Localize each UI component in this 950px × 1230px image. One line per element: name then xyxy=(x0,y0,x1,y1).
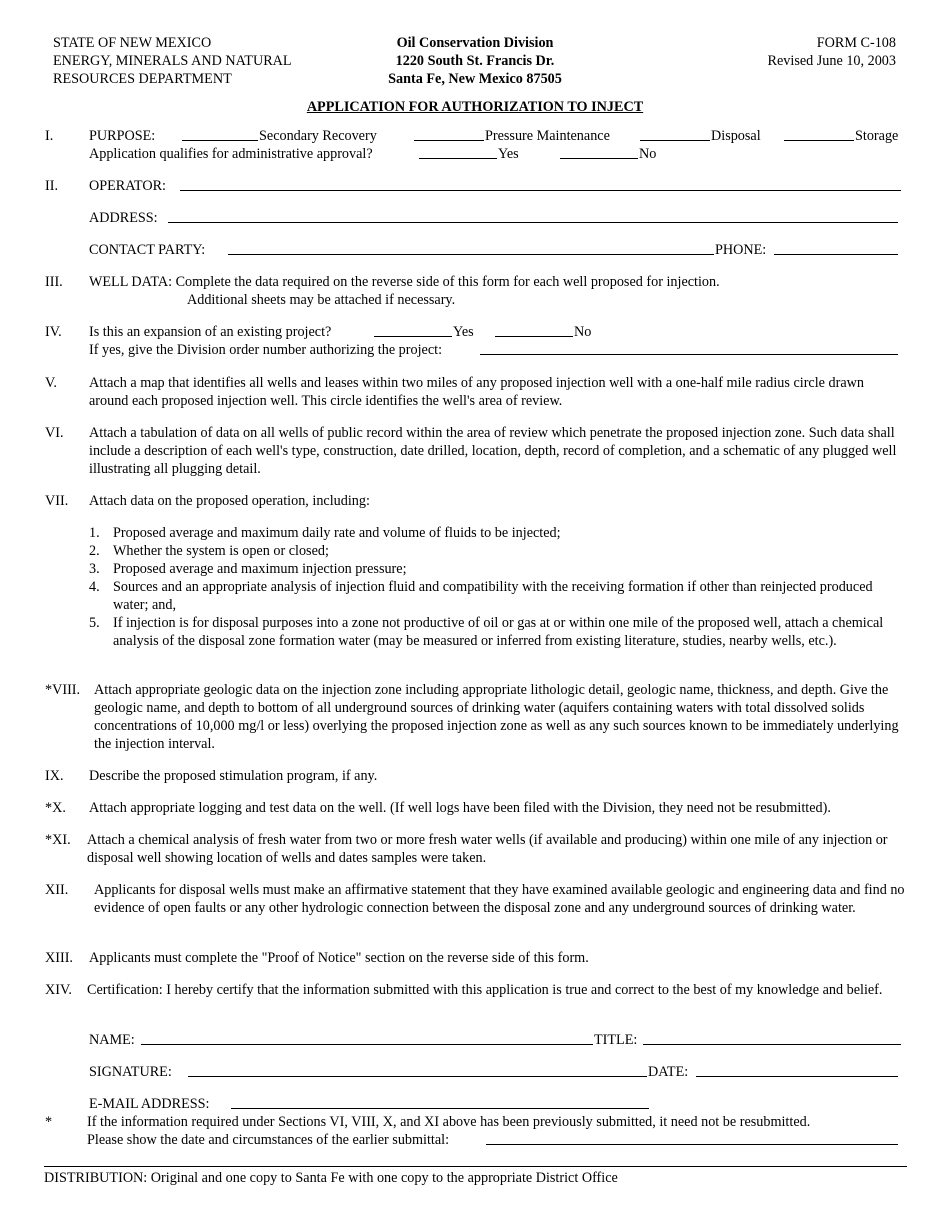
operator-label: OPERATOR: xyxy=(89,178,166,194)
logging-instructions: Attach appropriate logging and test data on the well. (If well logs have been filed with the Division, they need not be resubmitted). xyxy=(89,800,831,816)
footnote-line1: If the information required under Sections VI, VIII, X, and XI above has been previously submitted, it need not be resubmitted. xyxy=(87,1114,811,1130)
name-field[interactable] xyxy=(141,1031,593,1045)
list-item xyxy=(89,614,906,650)
phone-field[interactable] xyxy=(774,241,898,255)
email-label: E-MAIL ADDRESS: xyxy=(89,1096,210,1112)
geologic-instructions: Attach appropriate geologic data on the injection zone including appropriate lithologic detail, geologic name, thickness, and depth. Give the geologic name, and depth to bottom of all underground sources of drinking water (aquifers containing waters with total dissolved solids concentrations of 10,000 mg/l or less) overlying the proposed injection zone as well as any such sources known to be immediately underlying the injection interval. xyxy=(94,682,899,752)
date-field[interactable] xyxy=(696,1063,898,1077)
well-data-note: Additional sheets may be attached if necessary. xyxy=(187,292,456,308)
pressure-maintenance-label: Pressure Maintenance xyxy=(485,128,610,144)
section-number: V. xyxy=(45,375,57,391)
department-line2: RESOURCES DEPARTMENT xyxy=(53,71,232,87)
list-number: 3. xyxy=(89,561,100,577)
signature-label: SIGNATURE: xyxy=(89,1064,172,1080)
list-number: 2. xyxy=(89,543,100,559)
affirmative-statement-instructions: Applicants for disposal wells must make an affirmative statement that they have examined available geologic and engineering data and find no evidence of open faults or any other hydrologic connection between the disposal zone and any underground sources of drinking water. xyxy=(94,882,905,916)
section-number: VII. xyxy=(45,493,69,509)
list-item xyxy=(89,524,906,542)
storage-blank[interactable] xyxy=(784,127,854,141)
expansion-yes-label: Yes xyxy=(453,324,474,340)
admin-approval-yes-label: Yes xyxy=(498,146,519,162)
form-title: APPLICATION FOR AUTHORIZATION TO INJECT xyxy=(306,99,644,115)
section-number: I. xyxy=(45,128,54,144)
list-number: 4. xyxy=(89,579,100,595)
phone-label: PHONE: xyxy=(715,242,767,258)
signature-field[interactable] xyxy=(188,1063,647,1077)
section-number: VI. xyxy=(45,425,64,441)
list-number: 5. xyxy=(89,615,100,631)
fresh-water-instructions: Attach a chemical analysis of fresh water from two or more fresh water wells (if available and producing) within one mile of any injection or disposal well showing location of wells and dates samples were taken. xyxy=(87,832,888,866)
section-number: XIII. xyxy=(45,950,73,966)
earlier-submittal-field[interactable] xyxy=(486,1131,898,1145)
admin-approval-yes-blank[interactable] xyxy=(419,145,497,159)
email-field[interactable] xyxy=(231,1095,649,1109)
department-line1: ENERGY, MINERALS AND NATURAL xyxy=(53,53,292,69)
operator-field[interactable] xyxy=(180,177,901,191)
disposal-blank[interactable] xyxy=(640,127,710,141)
list-text: Whether the system is open or closed; xyxy=(113,543,329,559)
list-text: Proposed average and maximum daily rate and volume of fluids to be injected; xyxy=(113,525,561,541)
list-item xyxy=(89,578,906,614)
section-number: IV. xyxy=(45,324,62,340)
contact-party-field[interactable] xyxy=(228,241,714,255)
purpose-label: PURPOSE: xyxy=(89,128,156,144)
expansion-question: Is this an expansion of an existing project? xyxy=(89,324,332,340)
map-instructions: Attach a map that identifies all wells and leases within two miles of any proposed injection well with a one-half mile radius circle drawn around each proposed injection well. This circle identifies the well's area of review. xyxy=(89,375,864,409)
title-field[interactable] xyxy=(643,1031,901,1045)
list-text: If injection is for disposal purposes into a zone not productive of oil or gas at or within one mile of the proposed well, attach a chemical analysis of the disposal zone formation water (may be measured or inferred from existing literature, studies, nearby wells, etc.). xyxy=(113,615,884,649)
disposal-label: Disposal xyxy=(711,128,761,144)
footnote-line2: Please show the date and circumstances of the earlier submittal: xyxy=(87,1132,450,1148)
expansion-no-label: No xyxy=(574,324,592,340)
stimulation-instructions: Describe the proposed stimulation program, if any. xyxy=(89,768,378,784)
footnote-mark: * xyxy=(45,1114,53,1130)
pressure-maintenance-blank[interactable] xyxy=(414,127,484,141)
order-number-label: If yes, give the Division order number authorizing the project: xyxy=(89,342,443,358)
storage-label: Storage xyxy=(855,128,899,144)
form-revision: Revised June 10, 2003 xyxy=(767,53,896,69)
secondary-recovery-blank[interactable] xyxy=(182,127,258,141)
footer-divider xyxy=(44,1166,907,1167)
list-item xyxy=(89,542,906,560)
distribution-note: DISTRIBUTION: Original and one copy to Santa Fe with one copy to the appropriate District Office xyxy=(44,1170,618,1186)
section-number: II. xyxy=(45,178,58,194)
name-label: NAME: xyxy=(89,1032,135,1048)
list-item xyxy=(89,560,906,578)
division-city: Santa Fe, New Mexico 87505 xyxy=(388,71,562,87)
state-name: STATE OF NEW MEXICO xyxy=(53,35,212,51)
section-number: XII. xyxy=(45,882,69,898)
title-label: TITLE: xyxy=(594,1032,638,1048)
section-number: *X. xyxy=(45,800,66,816)
list-text: Proposed average and maximum injection pressure; xyxy=(113,561,407,577)
expansion-no-blank[interactable] xyxy=(495,323,573,337)
proof-of-notice-instructions: Applicants must complete the "Proof of Notice" section on the reverse side of this form. xyxy=(89,950,589,966)
section-number: III. xyxy=(45,274,63,290)
section-number: *VIII. xyxy=(45,682,81,698)
list-text: Sources and an appropriate analysis of injection fluid and compatibility with the receiving formation if other than reinjected produced water; and, xyxy=(113,579,873,613)
well-data-text: WELL DATA: Complete the data required on the reverse side of this form for each well proposed for injection. xyxy=(89,274,720,290)
division-name: Oil Conservation Division xyxy=(396,35,554,51)
list-number: 1. xyxy=(89,525,100,541)
section-number: XIV. xyxy=(45,982,72,998)
admin-approval-no-blank[interactable] xyxy=(560,145,638,159)
secondary-recovery-label: Secondary Recovery xyxy=(259,128,377,144)
address-label: ADDRESS: xyxy=(89,210,158,226)
date-label: DATE: xyxy=(648,1064,689,1080)
tabulation-instructions: Attach a tabulation of data on all wells of public record within the area of review which penetrate the proposed injection zone. Such data shall include a description of each well's type, construction, date drilled, location, depth, record of completion, and a schematic of any plugged well illustrating all plugging detail. xyxy=(89,425,897,477)
admin-approval-question: Application qualifies for administrative approval? xyxy=(89,146,373,162)
section-number: *XI. xyxy=(45,832,71,848)
contact-party-label: CONTACT PARTY: xyxy=(89,242,206,258)
section-number: IX. xyxy=(45,768,64,784)
address-field[interactable] xyxy=(168,209,898,223)
expansion-yes-blank[interactable] xyxy=(374,323,452,337)
division-street: 1220 South St. Francis Dr. xyxy=(395,53,555,69)
form-number: FORM C-108 xyxy=(816,35,896,51)
admin-approval-no-label: No xyxy=(639,146,657,162)
order-number-field[interactable] xyxy=(480,341,898,355)
operation-intro: Attach data on the proposed operation, including: xyxy=(89,493,370,509)
certification-text: Certification: I hereby certify that the information submitted with this application is true and correct to the best of my knowledge and belief. xyxy=(87,982,883,998)
